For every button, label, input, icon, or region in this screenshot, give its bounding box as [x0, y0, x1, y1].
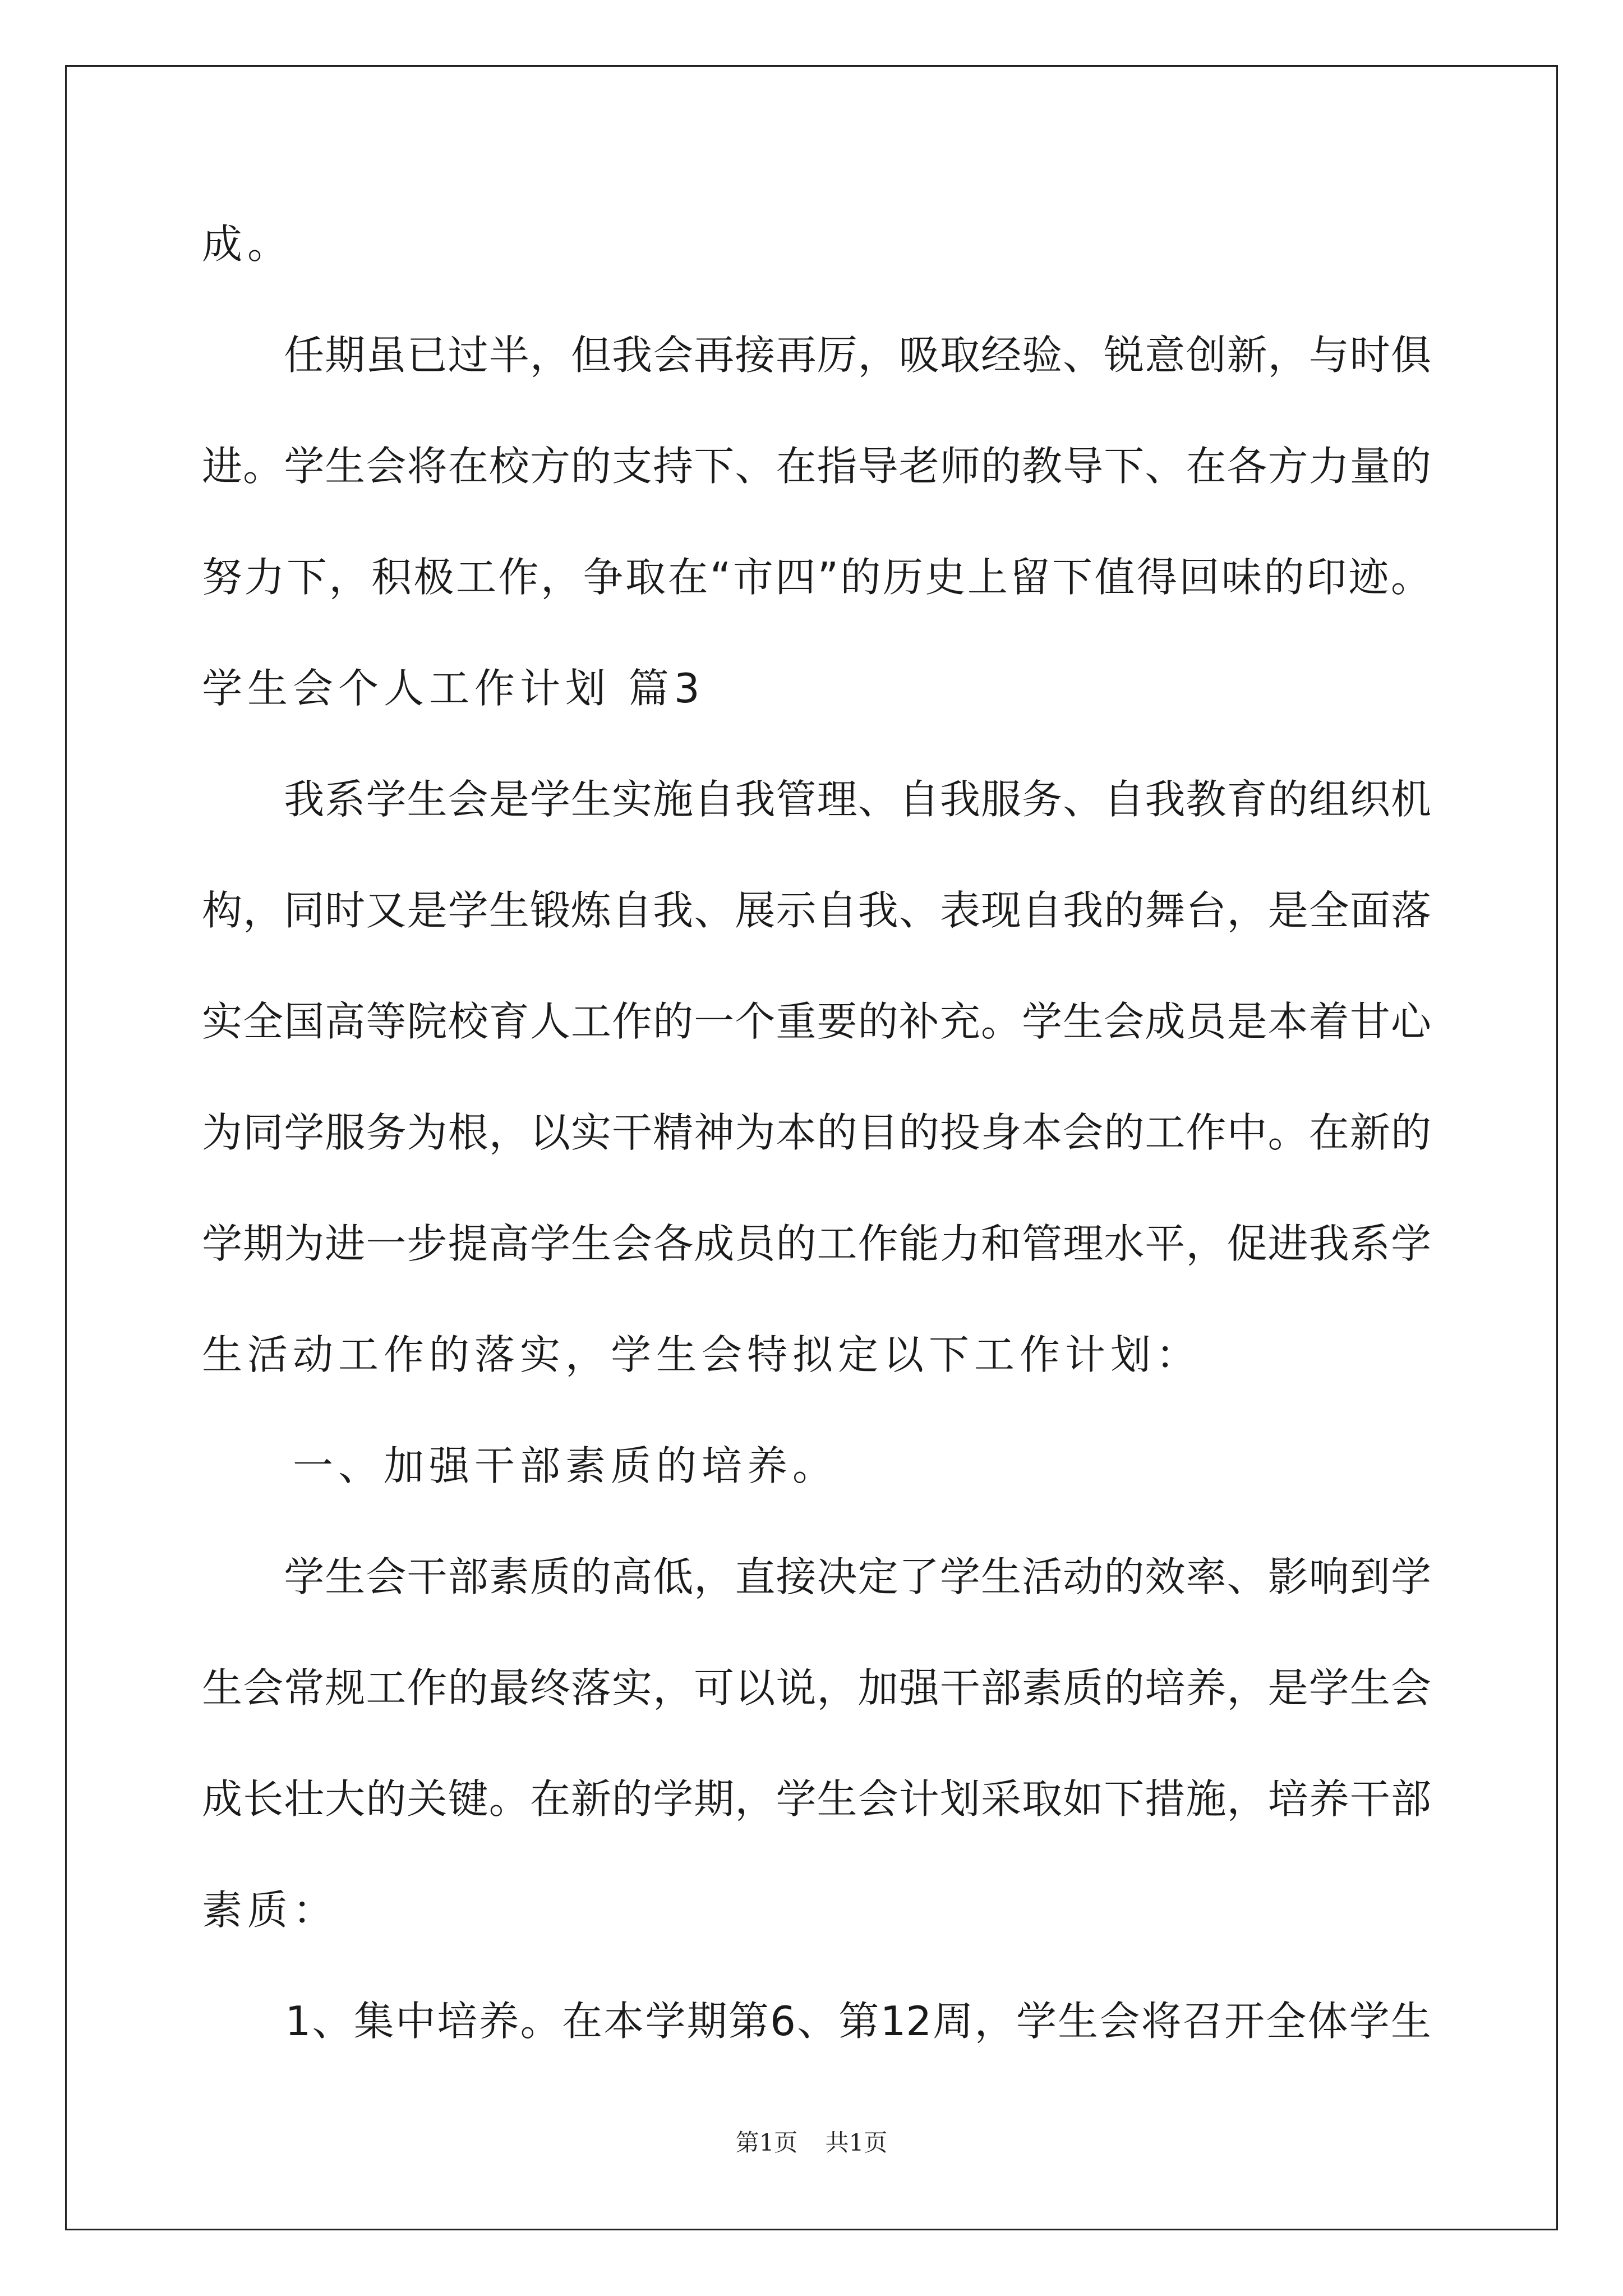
paragraph-line: 努力下，积极工作，争取在“市四”的历史上留下值得回味的印迹。	[202, 554, 1431, 601]
paragraph-line: 生活动工作的落实，学生会特拟定以下工作计划：	[202, 1331, 1202, 1378]
paragraph-line: 我系学生会是学生实施自我管理、自我服务、自我教育的组织机	[202, 776, 1431, 823]
page-total: 共1页	[825, 2129, 888, 2156]
page-number: 第1页	[735, 2129, 798, 2156]
paragraph-line: 素质：	[202, 1887, 339, 1934]
paragraph-line: 生会常规工作的最终落实，可以说，加强干部素质的培养，是学生会	[202, 1664, 1431, 1711]
paragraph-line: 为同学服务为根，以实干精神为本的目的投身本会的工作中。在新的	[202, 1109, 1431, 1156]
paragraph-line: 进。学生会将在校方的支持下、在指导老师的教导下、在各方力量的	[202, 443, 1431, 490]
paragraph-line: 实全国高等院校育人工作的一个重要的补充。学生会成员是本着甘心	[202, 998, 1431, 1045]
paragraph-line: 1、集中培养。在本学期第6、第12周，学生会将召开全体学生	[202, 1998, 1431, 2045]
page-footer	[0, 2126, 1623, 2160]
paragraph-line: 任期虽已过半，但我会再接再厉，吸取经验、锐意创新，与时俱	[202, 332, 1431, 379]
list-heading: 一、加强干部素质的培养。	[202, 1442, 838, 1489]
section-heading: 学生会个人工作计划 篇3	[202, 665, 705, 712]
paragraph-line: 成。	[202, 220, 293, 268]
paragraph-line: 成长壮大的关键。在新的学期，学生会计划采取如下措施，培养干部	[202, 1775, 1431, 1823]
paragraph-line: 学生会干部素质的高低，直接决定了学生活动的效率、影响到学	[202, 1553, 1431, 1600]
paragraph-line: 构，同时又是学生锻炼自我、展示自我、表现自我的舞台，是全面落	[202, 887, 1431, 934]
paragraph-line: 学期为进一步提高学生会各成员的工作能力和管理水平，促进我系学	[202, 1220, 1431, 1267]
